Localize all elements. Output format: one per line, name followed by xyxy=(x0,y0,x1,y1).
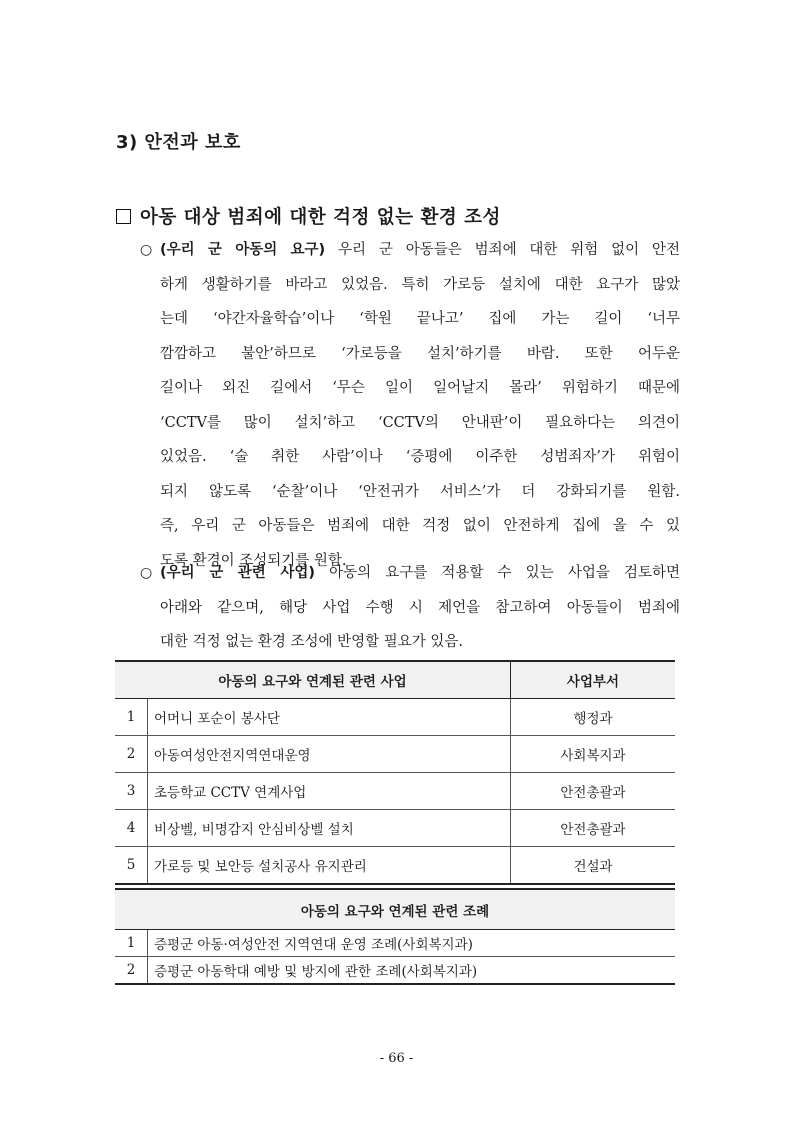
bullet-icon: ○ xyxy=(140,242,153,258)
line-text: 우리 군 아동들은 범죄에 대한 위험 없이 안전 xyxy=(338,242,680,258)
project-dept: 행정과 xyxy=(511,699,676,736)
table-header-row xyxy=(115,889,675,930)
line-text: 아동의 요구를 적용할 수 있는 사업을 검토하면 xyxy=(329,565,680,581)
project-dept: 건설과 xyxy=(511,847,676,885)
paragraph-line: 되지 않도록 ‘순찰’이나 ‘안전귀가 서비스’가 더 강화되기를 원함. xyxy=(160,483,680,500)
row-number: 2 xyxy=(115,736,148,773)
paragraph-line: 즉, 우리 군 아동들은 범죄에 대한 걱정 없이 안전하게 집에 올 수 있 xyxy=(160,518,680,534)
paragraph-line xyxy=(140,233,680,268)
header-project: 아동의 요구와 연계된 관련 사업 xyxy=(115,661,511,699)
row-number: 1 xyxy=(115,930,148,957)
paragraph-line: 도록 환경이 조성되기를 원함. xyxy=(160,552,347,569)
project-dept: 안전총괄과 xyxy=(511,810,676,847)
related-projects-table xyxy=(115,660,675,885)
header-dept: 사업부서 xyxy=(511,661,676,699)
table-row xyxy=(115,810,675,847)
paragraph-line: 있었음. ‘술 취한 사람’이나 ‘증평에 이주한 성범죄자’가 위험이 xyxy=(160,449,680,465)
paragraph-line xyxy=(140,556,680,591)
section-title: 3) 안전과 보호 xyxy=(116,132,241,153)
project-name: 아동여성안전지역연대운영 xyxy=(148,736,511,773)
project-name: 어머니 포순이 봉사단 xyxy=(148,699,511,736)
project-dept: 안전총괄과 xyxy=(511,773,676,810)
paragraph-line: 대한 걱정 없는 환경 조성에 반영할 필요가 있음. xyxy=(160,634,464,650)
table-header-row xyxy=(115,661,675,699)
bullet-related-projects xyxy=(140,556,680,660)
paragraph-line: 깜깜하고 불안’하므로 ‘가로등을 설치’하기를 바람. 또한 어두운 xyxy=(160,345,680,362)
paragraph-line: 하게 생활하기를 바라고 있었음. 특히 가로등 설치에 대한 요구가 많았 xyxy=(160,276,680,293)
bullet-icon: ○ xyxy=(140,565,153,581)
row-number: 3 xyxy=(115,773,148,810)
heading-text: 아동 대상 범죄에 대한 걱정 없는 환경 조성 xyxy=(140,207,501,228)
table-row xyxy=(115,930,675,957)
paragraph-line: 는데 ‘야간자율학습’이나 ‘학원 끝나고’ 집에 가는 길이 ‘너무 xyxy=(160,311,680,327)
related-ordinances-table xyxy=(115,888,675,985)
bullet-children-needs xyxy=(140,233,680,578)
row-number: 1 xyxy=(115,699,148,736)
checkbox-icon xyxy=(116,209,131,224)
table-row xyxy=(115,736,675,773)
heading xyxy=(116,203,501,229)
ordinance-name: 증평군 아동학대 예방 및 방지에 관한 조례(사회복지과) xyxy=(148,957,676,985)
table-row xyxy=(115,957,675,985)
table-row xyxy=(115,699,675,736)
header-ordinance: 아동의 요구와 연계된 관련 조례 xyxy=(115,889,675,930)
paragraph-line: 길이나 외진 길에서 ‘무슨 일이 일어날지 몰라’ 위험하기 때문에 xyxy=(160,380,680,396)
ordinance-name: 증평군 아동·여성안전 지역연대 운영 조례(사회복지과) xyxy=(148,930,676,957)
table-row xyxy=(115,773,675,810)
paragraph-line: 아래와 같으며, 해당 사업 수행 시 제언을 참고하여 아동들이 범죄에 xyxy=(160,599,680,616)
project-name: 비상벨, 비명감지 안심비상벨 설치 xyxy=(148,810,511,847)
project-dept: 사회복지과 xyxy=(511,736,676,773)
bullet-lead: (우리 군 아동의 요구) xyxy=(160,242,326,258)
project-name: 가로등 및 보안등 설치공사 유지관리 xyxy=(148,847,511,885)
bullet-lead: (우리 군 관련 사업) xyxy=(160,565,315,581)
project-name: 초등학교 CCTV 연계사업 xyxy=(148,773,511,810)
page-number: - 66 - xyxy=(379,1051,414,1066)
paragraph-line: ‘CCTV를 많이 설치’하고 ‘CCTV의 안내판’이 필요하다는 의견이 xyxy=(160,414,680,431)
row-number: 5 xyxy=(115,847,148,885)
row-number: 4 xyxy=(115,810,148,847)
table-row xyxy=(115,847,675,885)
row-number: 2 xyxy=(115,957,148,985)
